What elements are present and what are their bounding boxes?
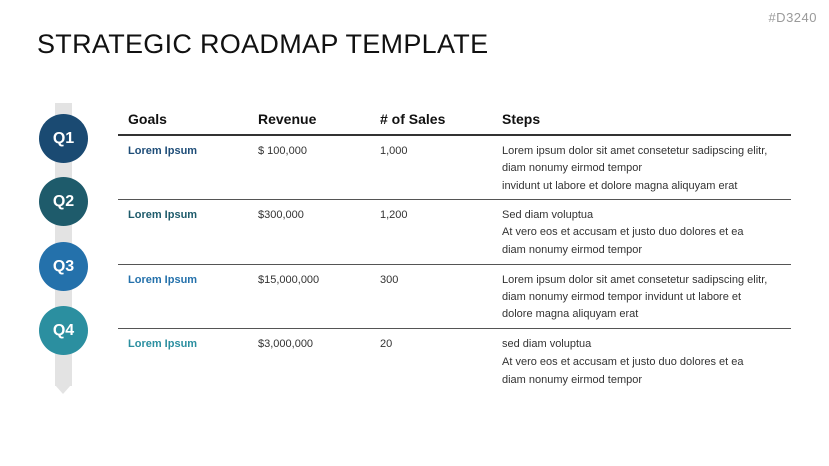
row-rule <box>118 199 791 200</box>
page-title: STRATEGIC ROADMAP TEMPLATE <box>37 29 489 59</box>
row-3-revenue: $15,000,000 <box>258 274 320 286</box>
row-1-step-2: diam nonumy eirmod tempor <box>502 162 643 174</box>
row-4-steps <box>502 336 744 389</box>
row-1-goal: Lorem Ipsum <box>128 145 198 157</box>
quarter-q1-circle: Q1 <box>39 114 88 163</box>
row-4-sales: 20 <box>380 338 393 350</box>
row-1-steps <box>502 143 767 195</box>
row-3-steps <box>502 272 767 323</box>
row-4-goal: Lorem Ipsum <box>128 338 198 350</box>
quarter-q4-circle: Q4 <box>39 306 88 355</box>
quarter-q2-circle: Q2 <box>39 177 88 226</box>
row-3-step-2: diam nonumy eirmod tempor invidunt ut labore et <box>502 291 742 303</box>
header-rule <box>118 134 791 136</box>
header-steps: Steps <box>502 111 541 127</box>
header-goals: Goals <box>128 111 167 127</box>
row-3-goal: Lorem Ipsum <box>128 274 198 286</box>
row-2-revenue: $300,000 <box>258 209 304 221</box>
row-1-step-1: Lorem ipsum dolor sit amet consetetur sadipscing elitr, <box>502 145 768 157</box>
row-4-revenue: $3,000,000 <box>258 338 314 350</box>
row-rule <box>118 328 791 329</box>
row-3-sales: 300 <box>380 274 399 286</box>
row-1-revenue: $ 100,000 <box>258 145 307 157</box>
row-2-goal: Lorem Ipsum <box>128 209 198 221</box>
row-2-sales: 1,200 <box>380 209 408 221</box>
row-4-step-1: sed diam voluptua <box>502 338 592 350</box>
header-revenue: Revenue <box>258 111 317 127</box>
row-2-step-3: diam nonumy eirmod tempor <box>502 244 643 256</box>
row-1-sales: 1,000 <box>380 145 408 157</box>
row-rule <box>118 264 791 265</box>
timeline-arrow <box>55 385 71 394</box>
row-4-step-3: diam nonumy eirmod tempor <box>502 374 643 386</box>
header-sales: # of Sales <box>380 111 446 127</box>
row-4-step-2: At vero eos et accusam et justo duo dolores et ea <box>502 356 744 368</box>
row-2-steps <box>502 207 744 259</box>
slide-code: #D3240 <box>768 10 817 25</box>
row-2-step-2: At vero eos et accusam et justo duo dolores et ea <box>502 226 744 238</box>
row-3-step-1: Lorem ipsum dolor sit amet consetetur sadipscing elitr, <box>502 274 768 286</box>
row-2-step-1: Sed diam voluptua <box>502 209 594 221</box>
row-1-step-3: invidunt ut labore et dolore magna aliquyam erat <box>502 180 738 192</box>
row-3-step-3: dolore magna aliquyam erat <box>502 308 639 320</box>
quarter-q3-circle: Q3 <box>39 242 88 291</box>
